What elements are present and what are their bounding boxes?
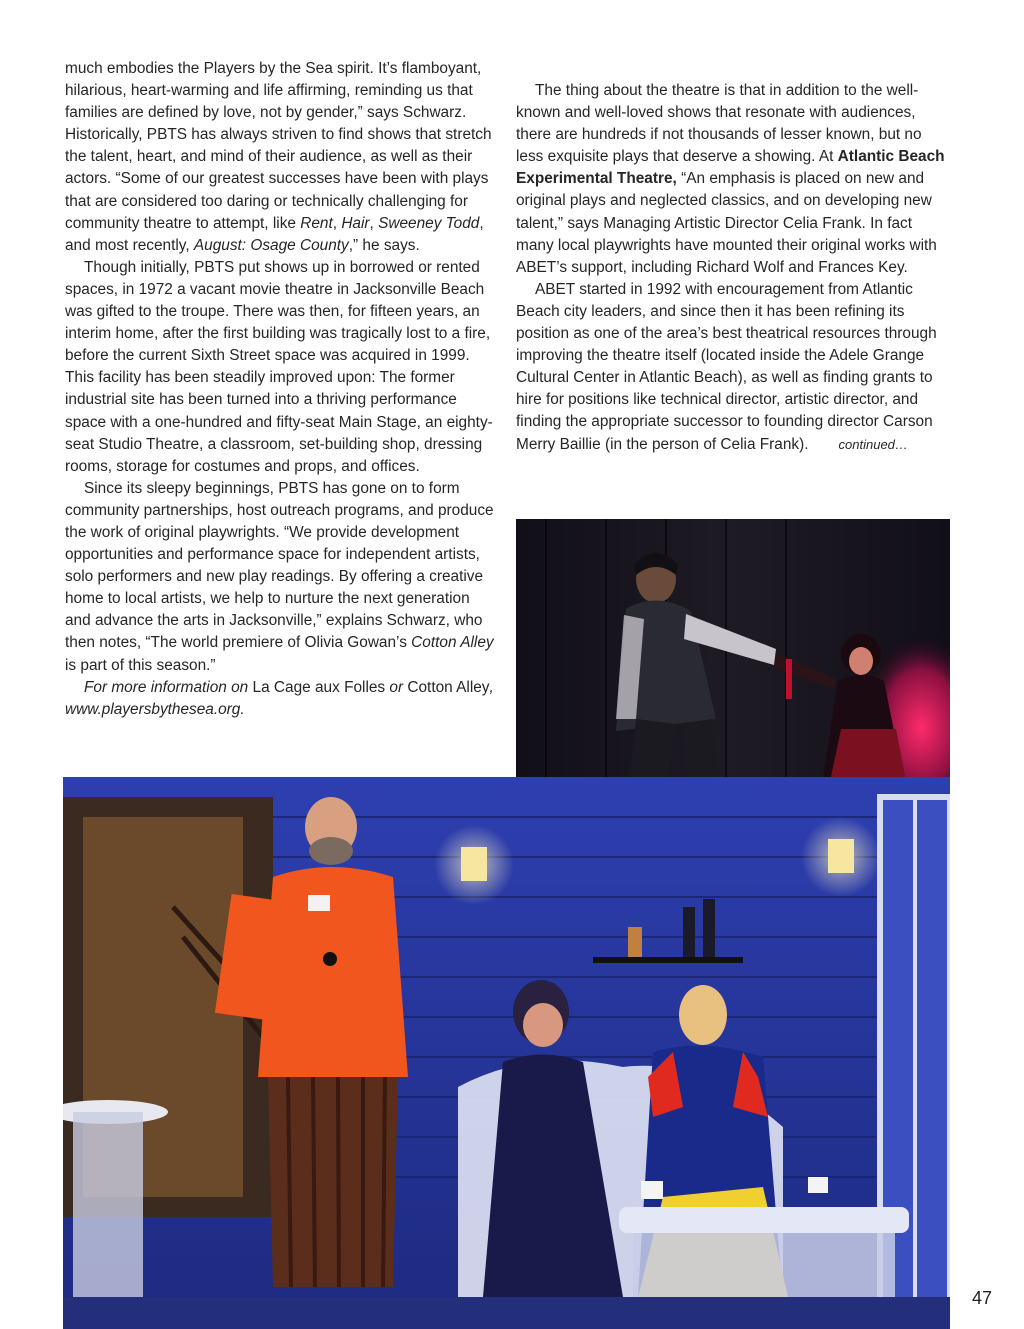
article-left-column	[65, 58, 497, 721]
left-paragraph-1: much embodies the Players by the Sea spirit. It’s flamboyant, hilarious, heart-warming and life affirming, reminding us that families are defined by love, not by gender,” says Schwarz. Historically, PBTS has always striven to find shows that stretch the talent, heart, and mind of their audience, as well as their actors. “Some of our greatest successes have been with plays that are considered too daring or technically challenging for community theatre to attempt, like Rent, Hair, Sweeney Todd, and most recently, August: Osage County,” he says.	[65, 60, 492, 254]
right-paragraph-2: ABET started in 1992 with encouragement from Atlantic Beach city leaders, and since then it has been refining its position as one of the area’s best theatrical resources through improving the theatre itself (located inside the Adele Grange Cultural Center in Atlantic Beach), as well as finding grants to hire for positions like technical director, artistic director, and finding the appropriate successor to founding director Carson Merry Baillie (in the person of Celia Frank). continued…	[516, 280, 937, 453]
right-paragraph-1: The thing about the theatre is that in addition to the well-known and well-loved shows that resonate with audiences, there are hundreds if not thousands of lesser known, but no less exquisite plays that deserve a showing. At Atlantic Beach Experimental Theatre, “An emphasis is placed on new and original plays and neglected classics, and on developing new talent,” says Managing Artistic Director Celia Frank. In fact many local playwrights have mounted their original works with ABET’s support, including Richard Wolf and Frances Key.	[516, 82, 945, 276]
show-title-sweeney-todd: Sweeney Todd	[378, 214, 480, 232]
show-title-rent: Rent	[300, 214, 333, 232]
left-paragraph-3: Since its sleepy beginnings, PBTS has gone on to form community partnerships, host outreach programs, and produce the work of original playwrights. “We provide development opportunities and performance space for independent artists, solo performers and new play readings. By offering a creative home to local artists, we help to nurture the next generation and advance the arts in Jacksonville,” explains Schwarz, who then notes, “The world premiere of Olivia Gowan’s Cotton Alley is part of this season.”	[65, 479, 494, 674]
more-info-line: For more information on La Cage aux Folles or Cotton Alley, www.playersbythesea.org.	[65, 678, 494, 718]
org-name-abet: Atlantic Beach Experimental Theatre,	[516, 148, 945, 188]
show-title-hair: Hair	[341, 214, 370, 232]
show-title-la-cage: La Cage aux Folles	[252, 678, 386, 696]
website-link[interactable]: , www.playersbythesea.org.	[65, 678, 494, 718]
stage-photo-sweeney-illustration	[516, 519, 950, 791]
stage-photo-sweeney	[516, 519, 950, 791]
show-title-cotton-alley: Cotton Alley	[411, 634, 494, 652]
article-right-column	[516, 80, 950, 456]
stage-photo-la-cage	[63, 777, 950, 1329]
show-title-cotton-alley-2: Cotton Alley	[407, 678, 490, 696]
stage-photo-la-cage-illustration	[63, 777, 950, 1329]
show-title-august-osage-county: August: Osage County	[193, 236, 349, 254]
left-paragraph-2: Though initially, PBTS put shows up in borrowed or rented spaces, in 1972 a vacant movie theatre in Jacksonville Beach was gifted to the troupe. There was then, for fifteen years, an interim home, after the first building was tragically lost to a fire, before the current Sixth Street space was acquired in 1999. This facility has been steadily improved upon: The former industrial site has been turned into a thriving performance space with a one-hundred and fifty-seat Main Stage, an eighty-seat Studio Theatre, a classroom, set-building shop, dressing rooms, storage for costumes and props, and offices.	[65, 258, 493, 475]
continued-label: continued…	[838, 436, 908, 452]
page-number: 47	[971, 1288, 993, 1308]
